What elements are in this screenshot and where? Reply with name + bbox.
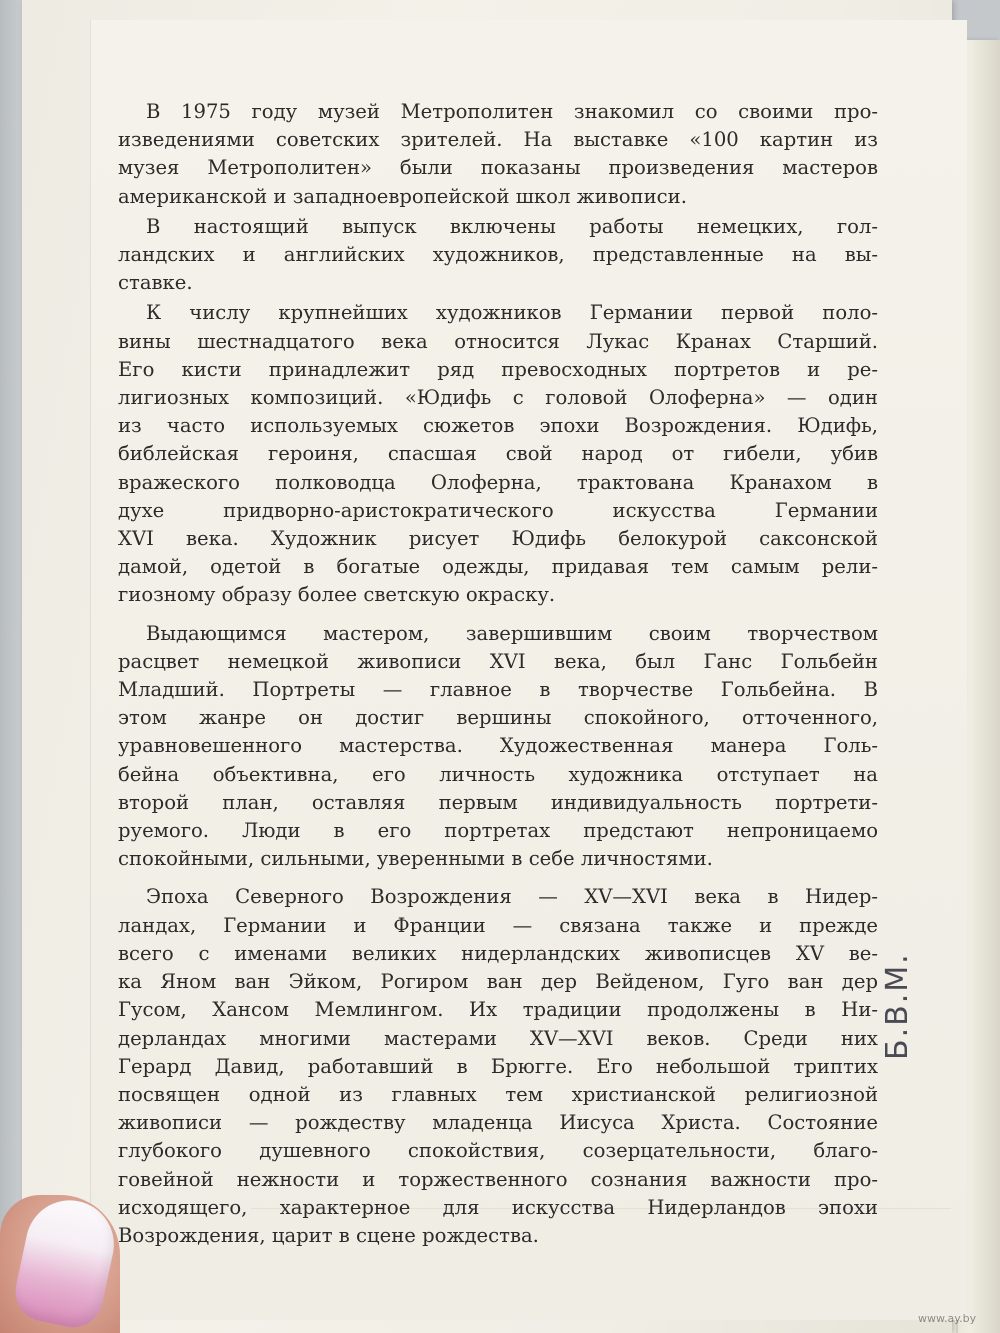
text-line: Его кисти принадлежит ряд превосходных портретов и ре- (118, 357, 878, 381)
text-line: лигиозных композиций. «Юдифь с головой Олоферна» — один (118, 386, 878, 410)
text-line: К числу крупнейших художников Германии первой поло- (146, 301, 878, 325)
text-line: спокойными, сильными, уверенными в себе личностями. (118, 847, 713, 871)
text-line: Герард Давид, работавший в Брюгге. Его небольшой триптих (118, 1054, 878, 1078)
paragraph (118, 299, 878, 609)
text-line: ка Яном ван Эйком, Рогиром ван дер Вейденом, Гуго ван дер (118, 970, 878, 994)
text-line: XVI века. Художник рисует Юдифь белокурой саксонской (118, 527, 878, 551)
text-line: второй план, оставляя первым индивидуальность портрети- (118, 790, 878, 814)
text-line: Возрождения, царит в сцене рождества. (118, 1223, 539, 1247)
text-line: изведениями советских зрителей. На выставке «100 картин из (118, 128, 878, 152)
text-line: руемого. Люди в его портретах предстают непроницаемо (118, 819, 878, 843)
text-line: ставке. (118, 271, 193, 295)
article-text (118, 98, 878, 1252)
background-surface (0, 0, 22, 1333)
text-line: уравновешенного мастерства. Художественная манера Голь- (118, 734, 878, 758)
text-line: живописи — рождеству младенца Иисуса Христа. Состояние (118, 1111, 878, 1135)
text-line: Выдающимся мастером, завершившим своим творчеством (146, 621, 878, 645)
handwritten-note: Б.В.М. (880, 952, 915, 1060)
paragraph (118, 213, 878, 298)
text-line: Гусом, Хансом Мемлингом. Их традиции продолжены в Ни- (118, 998, 878, 1022)
text-line: американской и западноевропейской школ живописи. (118, 184, 687, 208)
text-line: В 1975 году музей Метрополитен знакомил со своими про- (146, 100, 878, 123)
text-line: расцвет немецкой живописи XVI века, был Ганс Гольбейн (118, 649, 878, 673)
text-line: ландах, Германии и Франции — связана также и прежде (118, 913, 878, 937)
text-line: из часто используемых сюжетов эпохи Возрождения. Юдифь, (118, 414, 878, 438)
text-line: Младший. Портреты — главное в творчестве Гольбейна. В (118, 678, 878, 702)
text-line: В настоящий выпуск включены работы немецких, гол- (146, 214, 878, 238)
text-line: глубокого душевного спокойствия, созерцательности, благо- (118, 1139, 878, 1163)
text-line: исходящего, характерное для искусства Нидерландов эпохи (118, 1195, 878, 1219)
text-line: духе придворно-аристократического искусства Германии (118, 498, 878, 522)
paragraph (118, 883, 878, 1250)
text-line: дерландах многими мастерами XV—XVI веков. Среди них (118, 1026, 878, 1050)
text-line: бейна объективна, его личность художника отступает на (118, 762, 878, 786)
text-line: ландских и английских художников, представленные на вы- (118, 243, 878, 267)
text-line: посвящен одной из главных тем христианской религиозной (118, 1082, 878, 1106)
text-line: гиозному образу более светскую окраску. (118, 583, 556, 607)
watermark: www.ay.by (918, 1312, 977, 1325)
text-line: вражеского полководца Олоферна, трактована Кранахом в (118, 470, 878, 494)
text-line: всего с именами великих нидерландских живописцев XV ве- (118, 941, 878, 965)
text-line: Эпоха Северного Возрождения — XV—XVI века в Нидер- (146, 885, 878, 909)
text-line: библейская героиня, спасшая свой народ от гибели, убив (118, 442, 878, 466)
paragraph (118, 620, 878, 874)
paragraph (118, 98, 878, 211)
text-line: вины шестнадцатого века относится Лукас Кранах Старший. (118, 329, 878, 353)
text-line: дамой, одетой в богатые одежды, придавая тем самым рели- (118, 555, 878, 579)
text-line: музея Метрополитен» были показаны произведения мастеров (118, 156, 878, 180)
text-line: говейной нежности и торжественного сознания важности про- (118, 1167, 878, 1191)
text-line: этом жанре он достиг вершины спокойного, отточенного, (118, 706, 878, 730)
